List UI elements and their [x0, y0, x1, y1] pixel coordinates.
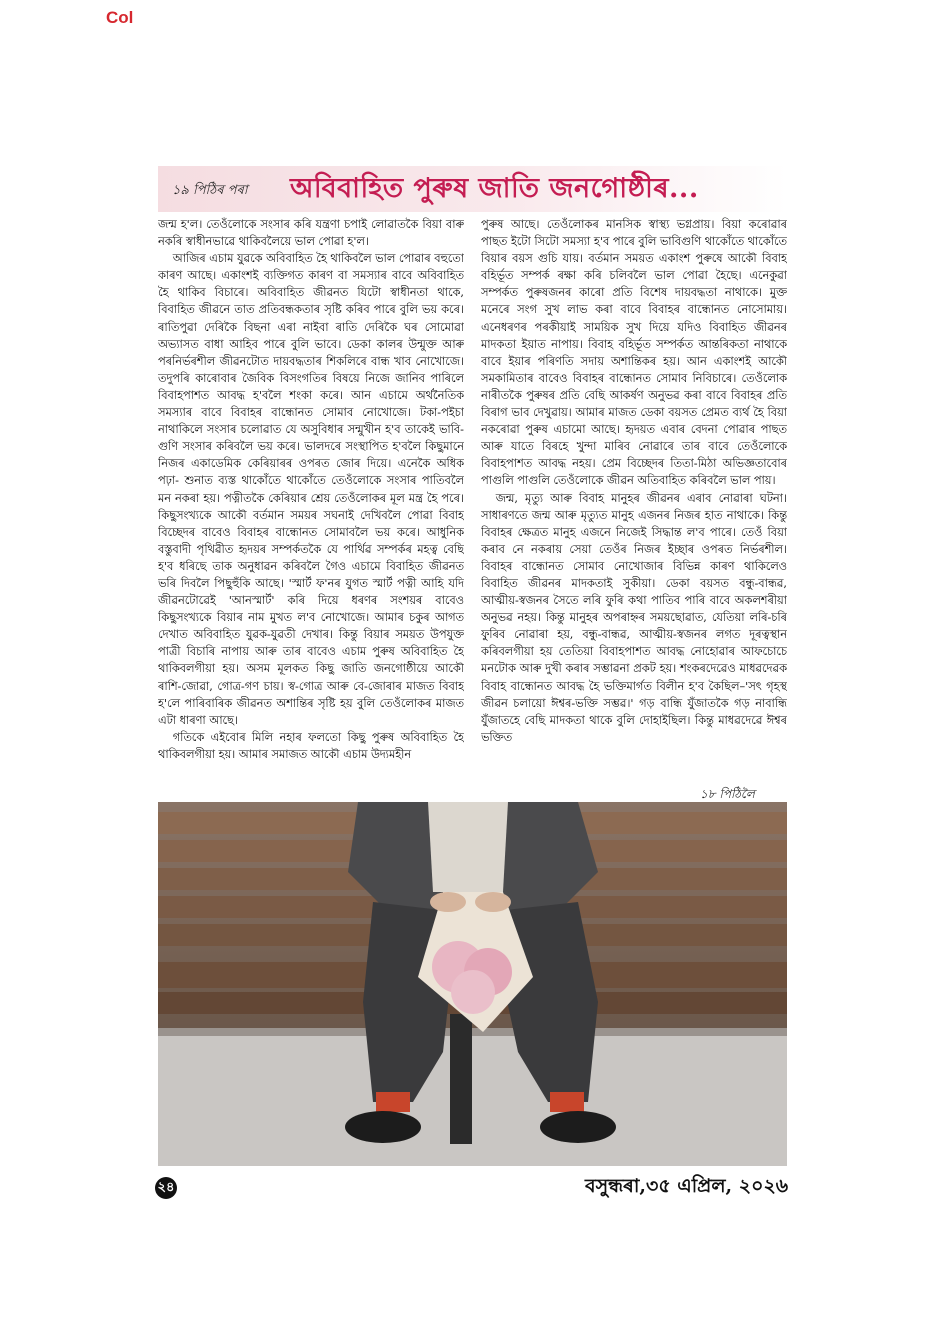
paragraph: আজিৰ এচাম যুৱকে অবিবাহিত হৈ থাকিবলৈ ভাল পোৱাৰ বহুতো কাৰণ আছে। একাংশই ব্যক্তিগত কাৰণ বা সমস্যাৰ বাবে অবিবাহিত হৈ থাকিব বিচাৰে। অবিবাহিত জীৱনত যিটো স্বাধীনতা থাকে, বিবাহিত জীৱনে তাত প্ৰতিবন্ধকতাৰ সৃষ্টি কৰিব পাৰে বুলি ভয় কৰে। ৰাতিপুৱা দেৰিকৈ বিছনা এৰা নাইবা ৰাতি দেৰিকৈ ঘৰ সোমোৱা অভ্যাসত বাধা আহিব পাৰে বুলি ভাবে। ডেকা কালৰ উন্মুক্ত আৰু পৰনিৰ্ভৰশীল জীৱনটোত দায়বদ্ধতাৰ শিকলিৰে বান্ধ খাব নোখোজে। তদুপৰি কাৰোবাৰ জৈবিক বিসংগতিৰ বিষয়ে নিজে জানিব পাৰিলে বিবাহপাশত আবদ্ধ হ'বলৈ শংকা কৰে। আন এচামে অৰ্থনৈতিক সমস্যাৰ বাবে বিবাহৰ বান্ধোনত সোমাব নোখোজে। টকা-পইচা নাথাকিলে সংসাৰ চলোৱাত যে অসুবিধাৰ সন্মুখীন হ'ব তাকেই ভাবি-গুণি সংসাৰ কৰিবলৈ ভয় কৰে। ভালদৰে সংস্থাপিত হ'বলৈ কিছুমানে নিজৰ একাডেমিক কেৰিয়াৰৰ ওপৰত জোৰ দিয়ে। এনেকৈ অধিক পঢ়া- শুনাত ব্যস্ত থাকোঁতে থাকোঁতে তেওঁলোকে সংসাৰ পাতিবলৈ মন নকৰা হয়। পত্নীতকৈ কেৰিয়াৰ শ্ৰেয় তেওঁলোকৰ মূল মন্ত্ৰ হৈ পৰে। কিছুসংখ্যকে আকৌ বৰ্তমান সময়ৰ সঘনাই দেখিবলৈ পোৱা বিবাহ বিচ্ছেদৰ বাবেও বিবাহৰ বান্ধোনত সোমাবলৈ ভয় কৰে। আধুনিক বস্তুবাদী পৃথিৱীত হৃদয়ৰ সম্পৰ্কতকৈ যে পাৰ্থিৱ সম্পৰ্কৰ মহত্ব বেছি হ'ব ধৰিছে তাক অনুধাৱন কৰিবলৈ গৈও এচামে বিবাহিত জীৱনত ভৰি দিবলৈ পিছুহুঁকি আছে। 'স্মাৰ্ট ফ'নৰ যুগত স্মাৰ্ট পত্নী আহি যদি জীৱনটোৱেই 'আনস্মাৰ্ট' কৰি দিয়ে ধৰণৰ সংশয়ৰ বাবেও কিছুসংখ্যকে বিয়াৰ নাম মুখত ল'ব নোখোজে। আমাৰ চকুৰ আগত দেখাত অবিবাহিত যুৱক-যুৱতী দেখাৰ। কিন্তু বিয়াৰ সময়ত উপযুক্ত পাত্ৰী বিচাৰি নাপায় আৰু তাৰ বাবেও এচাম পুৰুষ অবিবাহিত হৈ থাকিবলগীয়া হয়। অসম মূলকত কিছু জাতি জনগোষ্ঠীয়ে আকৌ ৰাশি-জোৱা, গোত্ৰ-গণ চায়। স্ব-গোত্ৰ আৰু বে-জোৰাৰ মাজত বিবাহ হ'লে পাৰিবাৰিক জীৱনত অশান্তিৰ সৃষ্টি হয় বুলি তেওঁলোকৰ মাজত এটা ধাৰণা আছে।	[158, 252, 464, 727]
article-headline: অবিবাহিত পুৰুষ জাতি জনগোষ্ঠীৰ...	[290, 173, 699, 204]
article-body	[158, 216, 787, 804]
paragraph: পুৰুষ আছে। তেওঁলোকৰ মানসিক স্বাস্থ্য ভগ্নপ্ৰায়। বিয়া কৰোৱাৰ পাছত ইটো সিটো সমস্যা হ'ব পাৰে বুলি ভাবিগুণি থাকোঁতে থাকোঁতে বিয়াৰ বয়স গুচি যায়। বৰ্তমান সময়ত একাংশ পুৰুষে আকৌ বিবাহ বহিৰ্ভূত সম্পৰ্ক ৰক্ষা কৰি চলিবলৈ ভাল পোৱা হৈছে। এনেকুৱা সম্পৰ্কত পুৰুষজনৰ কাৰো প্ৰতি বিশেষ দায়বদ্ধতা নাথাকে। মুক্ত মনেৰে সংগ সুখ লাভ কৰা বাবে বিবাহৰ বান্ধোনত নোসোমায়। এনেধৰণৰ পৰকীয়াই সাময়িক সুখ দিয়ে যদিও বিবাহিত জীৱনৰ মাদকতা ইয়াত নাপায়। বিবাহ বহিৰ্ভূত সম্পৰ্কত আন্তৰিকতা নাথাকে বাবে ইয়াৰ পৰিণতি সদায় অশান্তিকৰ হয়। আন একাংশই আকৌ সমকামিতাৰ বাবেও বিবাহৰ বান্ধোনত সোমাব নিবিচাৰে। তেওঁলোক নাৰীতকৈ পুৰুষৰ প্ৰতি বেছি আকৰ্ষণ অনুভৱ কৰা বাবে বিবাহৰ প্ৰতি বিৰাগ ভাব দেখুৱায়। আমাৰ মাজত ডেকা বয়সত প্ৰেমত ব্যৰ্থ হৈ বিয়া নকৰোৱা পুৰুষ এচামো আছে। হৃদয়ত এবাৰ বেদনা পোৱাৰ পাছত আৰু যাতে বিৰহে খুন্দা মাৰিব নোৱাৰে তাৰ বাবে তেওঁলোকে বিবাহপাশত আবদ্ধ নহয়। প্ৰেম বিচ্ছেদৰ তিতা-মিঠা অভিজ্ঞতাবোৰ পাগুলি পাগুলি তেওঁলোকে জীৱন অতিবাহিত কৰিবলৈ ভাল পায়।	[481, 218, 787, 488]
paragraph: গতিকে এইবোৰ মিলি নহাৰ ফলতো কিছু পুৰুষ অবিবাহিত হৈ থাকিবলগীয়া হয়। আমাৰ সমাজত আকৌ এচাম উদ্যমহীন	[158, 730, 464, 761]
article-photo	[158, 802, 787, 1166]
publication-date-line: বসুন্ধৰা,৩৫ এপ্ৰিল, ২০২৬	[585, 1175, 789, 1197]
article-column-right	[481, 216, 787, 804]
corner-mark: Col	[106, 8, 134, 27]
paragraph: জন্ম, মৃত্যু আৰু বিবাহ মানুহৰ জীৱনৰ এৰাব নোৱাৰা ঘটনা। সাধাৰণতে জন্ম আৰু মৃত্যুত মানুহ এজনৰ নিজৰ হাত নাথাকে। কিন্তু বিবাহৰ ক্ষেত্ৰত মানুহ এজনে নিজেই সিদ্ধান্ত ল'ব পাৰে। তেওঁ বিয়া কৰাব নে নকৰায় সেয়া তেওঁৰ নিজৰ ইচ্ছাৰ ওপৰত নিৰ্ভৰশীল। বিবাহৰ বান্ধোনত সোমাব নোখোজাৰ বিভিন্ন কাৰণ থাকিলেও বিবাহিত জীৱনৰ মাদকতাই সুকীয়া। ডেকা বয়সত বন্ধু-বান্ধৱ, আত্মীয়-স্বজনৰ সৈতে লৰি ফুৰি কথা পাতিব পাৰি বাবে অকলশৰীয়া অনুভৱ নহয়। কিন্তু মানুহৰ অপৰাহ্নৰ সময়ছোৱাত, যেতিয়া লৰি-চৰি ফুৰিব নোৱাৰা হয়, বন্ধু-বান্ধৱ, আত্মীয়-স্বজনৰ লগত দূৰত্বস্থান কৰিবলগীয়া হয় তেতিয়া বিবাহপাশত আবদ্ধ নোহোৱাৰ আফচোচে মনটোক আৰু দুখী কৰাৰ সম্ভাৱনা প্ৰকট হয়। শংকৰদেৱেও মাধৱদেৱক বিবাহ বান্ধোনত আবদ্ধ হৈ ভক্তিমাৰ্গত বিলীন হ'ব কৈছিল–'সৎ গৃহস্থ জীৱন চলায়ো ঈশ্বৰ-ভক্তি সম্ভৱ।' গড় বান্ধি যুঁজাতকৈ গড় নাবান্ধি যুঁজাতহে বেছি মাদকতা থাকে বুলি দোহাইছিল। কিন্তু মাধৱদেৱে ঈশ্বৰ ভক্তিত	[481, 491, 787, 744]
paragraph: জন্ম হ'ল। তেওঁলোকে সংসাৰ কৰি যন্ত্ৰণা চপাই লোৱাতকৈ বিয়া বাৰু নকৰি স্বাধীনভাৱে থাকিবলৈয়ে ভাল পোৱা হ'ল।	[158, 218, 464, 249]
article-column-left	[158, 216, 464, 804]
continued-from-label: ১৯ পিঠিৰ পৰা	[172, 183, 248, 198]
page-number: ২৪	[155, 1177, 177, 1199]
continued-on-label: ১৮ পিঠিলৈ	[700, 787, 755, 801]
